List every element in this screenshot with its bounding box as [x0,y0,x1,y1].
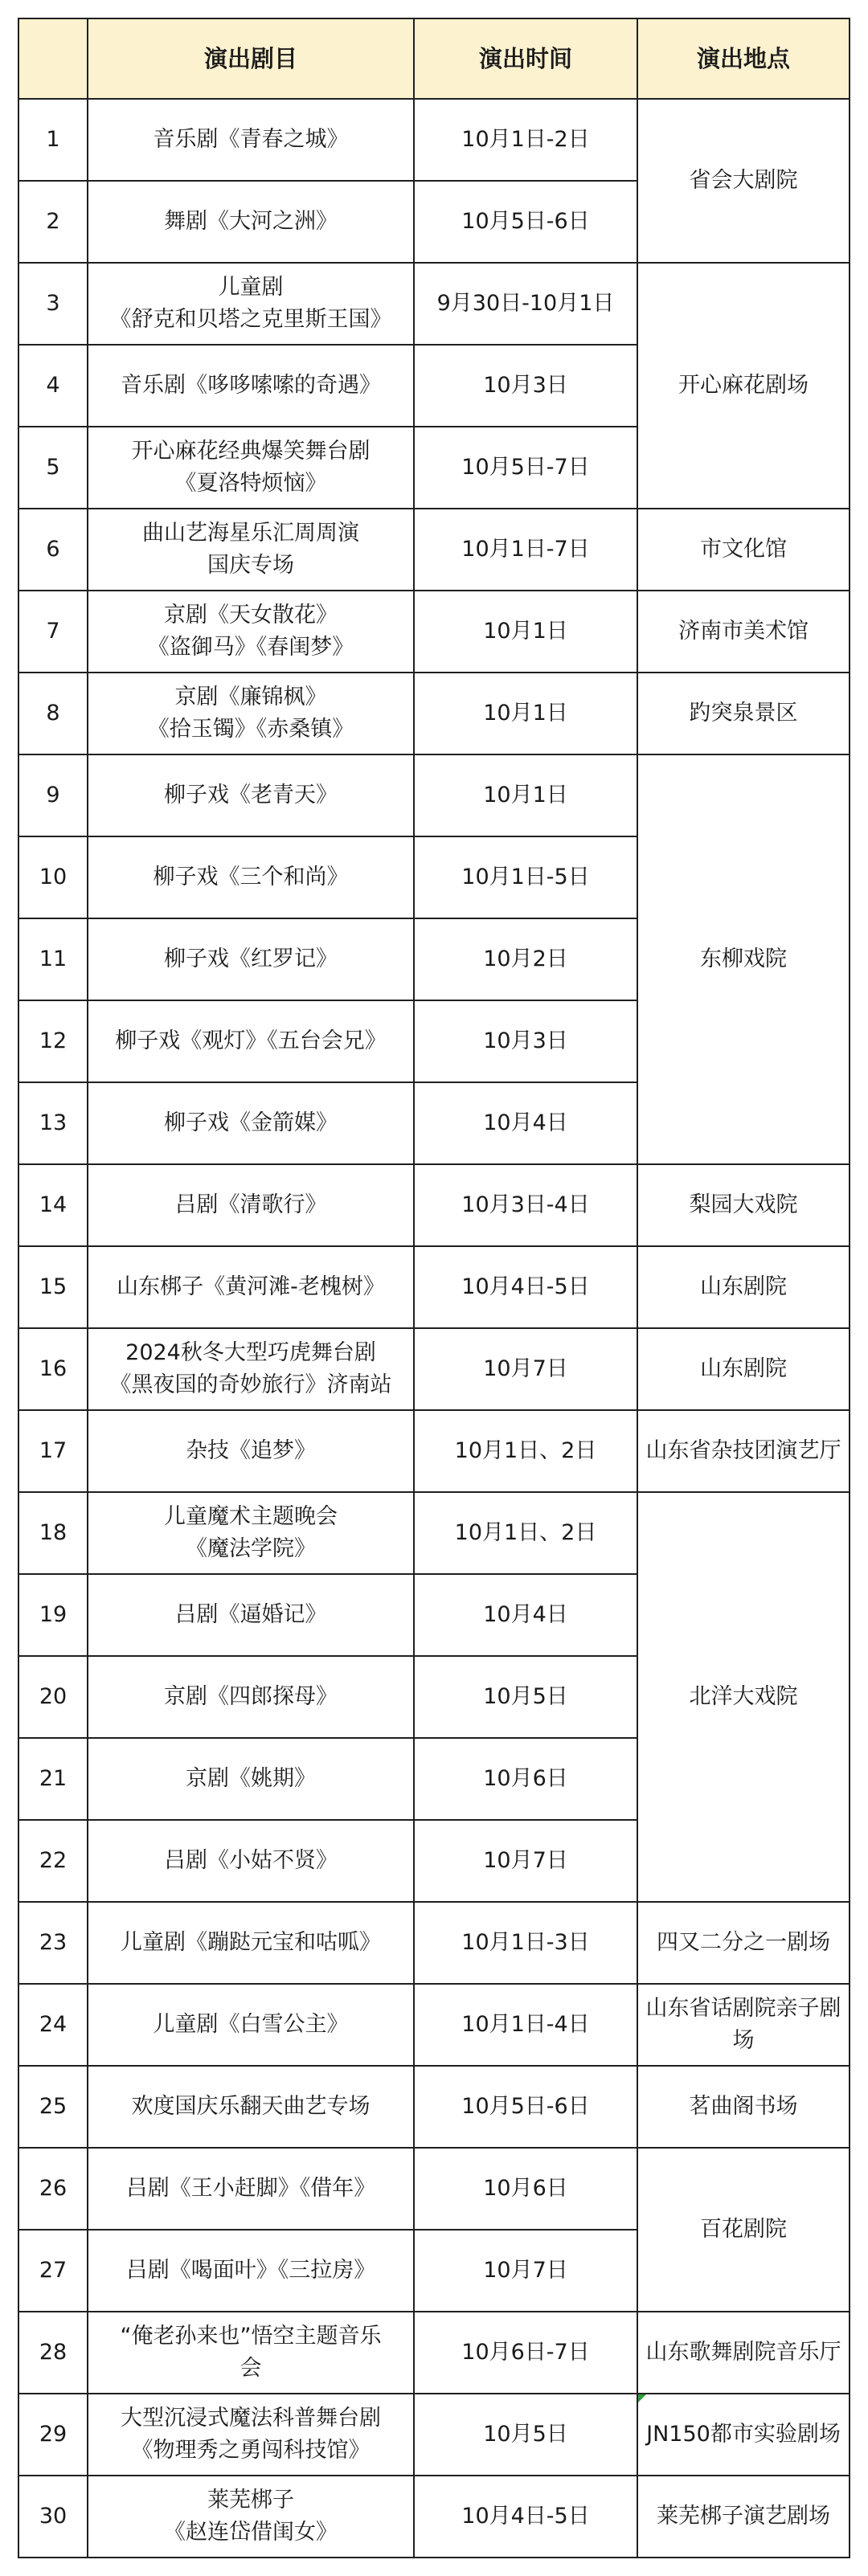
program-name-cell [88,181,414,263]
row-number: 5 [18,427,88,509]
program-name-line: 柳子戏《老青天》 [164,783,338,808]
table-row [18,1492,850,1574]
program-name-line: 《赵连岱借闺女》 [164,2520,338,2545]
program-name-cell [88,345,414,427]
performance-time-cell: 10月4日 [414,1082,637,1164]
program-name-cell [88,2476,414,2558]
row-number: 17 [18,1410,88,1492]
program-name-cell [88,427,414,509]
row-number: 14 [18,1164,88,1246]
program-name-cell [88,509,414,591]
row-number: 18 [18,1492,88,1574]
table-body [18,99,850,2558]
performance-time-cell: 10月5日 [414,1656,637,1738]
table-row [18,2476,850,2558]
table-row [18,1902,850,1984]
program-name-cell [88,2230,414,2312]
performance-time-cell: 10月6日-7日 [414,2312,637,2394]
row-number: 27 [18,2230,88,2312]
venue-cell [637,1328,850,1410]
program-name-cell [88,2066,414,2148]
row-number: 3 [18,263,88,345]
table-row [18,2394,850,2476]
program-name-line: 京剧《廉锦枫》 [174,685,327,709]
venue-name-line: 梨园大戏院 [689,1192,798,1217]
performance-time-cell: 10月7日 [414,1328,637,1410]
program-name-cell [88,1410,414,1492]
program-name-line: 2024秋冬大型巧虎舞台剧 [125,1340,376,1365]
table-row [18,2148,850,2230]
venue-name-line: 山东省杂技团演艺厅 [645,1438,841,1463]
venue-cell [637,754,850,1164]
performance-time-cell: 10月1日、2日 [414,1492,637,1574]
venue-name-line: 莱芜梆子演艺剧场 [657,2504,830,2529]
program-name-line: 杂技《追梦》 [186,1438,316,1463]
program-name-line: 儿童剧 [218,275,284,300]
performance-schedule-table [18,18,850,2558]
program-name-cell [88,2394,414,2476]
venue-name-line: 北洋大戏院 [689,1684,798,1709]
program-name-line: 吕剧《清歌行》 [174,1192,327,1217]
row-number: 12 [18,1000,88,1082]
performance-time-cell: 10月1日、2日 [414,1410,637,1492]
row-number: 8 [18,673,88,754]
program-name-cell [88,2312,414,2394]
venue-name-line: 茗曲阁书场 [689,2094,798,2119]
table-row [18,2312,850,2394]
program-name-line: 吕剧《逼婚记》 [174,1602,327,1627]
venue-name-line: JN150都市实验剧场 [646,2422,841,2447]
table-row [18,1246,850,1328]
program-name-line: 京剧《四郎探母》 [164,1684,338,1709]
performance-time-cell: 10月1日 [414,591,637,673]
program-name-line: 开心麻花经典爆笑舞台剧 [131,439,371,464]
program-name-cell [88,263,414,345]
venue-cell [637,2066,850,2148]
program-name-cell [88,1164,414,1246]
venue-cell [637,591,850,673]
venue-name-line: 省会大剧院 [689,168,798,193]
venue-cell [637,1164,850,1246]
header-program: 演出剧目 [88,18,414,99]
row-number: 1 [18,99,88,181]
row-number: 11 [18,918,88,1000]
performance-time-cell: 10月4日-5日 [414,1246,637,1328]
performance-time-cell: 10月1日-2日 [414,99,637,181]
performance-time-cell: 9月30日-10月1日 [414,263,637,345]
program-name-cell [88,836,414,918]
venue-name-line: 开心麻花剧场 [678,373,809,398]
venue-name-line: 山东剧院 [700,1274,787,1299]
program-name-cell [88,1574,414,1656]
performance-time-cell: 10月6日 [414,1738,637,1820]
program-name-cell [88,99,414,181]
venue-cell [637,673,850,754]
program-name-line: 《盗御马》《春闺梦》 [147,635,354,660]
program-name-line: 会 [240,2356,262,2381]
venue-cell [637,1492,850,1902]
program-name-line: 大型沉浸式魔法科普舞台剧 [121,2406,381,2431]
table-row [18,591,850,673]
row-number: 2 [18,181,88,263]
row-number: 30 [18,2476,88,2558]
program-name-line: 莱芜梆子 [207,2488,294,2513]
performance-time-cell: 10月1日-5日 [414,836,637,918]
row-number: 24 [18,1984,88,2066]
venue-name-line: 东柳戏院 [700,947,787,971]
venue-cell [637,1984,850,2066]
performance-time-cell: 10月2日 [414,918,637,1000]
performance-time-cell: 10月3日 [414,345,637,427]
row-number: 23 [18,1902,88,1984]
header-time: 演出时间 [414,18,637,99]
performance-time-cell: 10月4日-5日 [414,2476,637,2558]
table-row [18,99,850,181]
row-number: 25 [18,2066,88,2148]
row-number: 20 [18,1656,88,1738]
program-name-line: 《拾玉镯》《赤桑镇》 [147,717,354,742]
row-number: 6 [18,509,88,591]
table-row [18,509,850,591]
program-name-line: 儿童魔术主题晚会 [164,1504,338,1529]
table-row [18,754,850,836]
table-row [18,1984,850,2066]
program-name-cell [88,1984,414,2066]
row-number: 13 [18,1082,88,1164]
program-name-line: 《黑夜国的奇妙旅行》济南站 [109,1372,392,1397]
program-name-cell [88,1492,414,1574]
program-name-line: 音乐剧《青春之城》 [153,127,349,152]
row-number: 15 [18,1246,88,1328]
row-number: 19 [18,1574,88,1656]
performance-time-cell: 10月5日 [414,2394,637,2476]
program-name-line: 京剧《天女散花》 [164,603,338,628]
program-name-line: 曲山艺海星乐汇周周演 [142,521,359,546]
row-number: 22 [18,1820,88,1902]
header-number [18,18,88,99]
table-header-row [18,18,850,99]
program-name-line: 柳子戏《观灯》《五台会兄》 [115,1028,387,1053]
performance-time-cell: 10月5日-7日 [414,427,637,509]
table-row [18,263,850,345]
venue-cell [637,1246,850,1328]
program-name-line: 音乐剧《哆哆嗦嗦的奇遇》 [121,373,381,398]
program-name-line: 舞剧《大河之洲》 [164,209,338,234]
program-name-line: 儿童剧《蹦跶元宝和咕呱》 [121,1930,381,1955]
table-row [18,1164,850,1246]
performance-time-cell: 10月5日-6日 [414,2066,637,2148]
program-name-line: 柳子戏《红罗记》 [164,947,338,971]
performance-time-cell: 10月1日 [414,754,637,836]
venue-cell [637,1902,850,1984]
venue-name-line: 山东歌舞剧院音乐厅 [645,2340,841,2365]
program-name-line: 《物理秀之勇闯科技馆》 [131,2438,371,2463]
row-number: 10 [18,836,88,918]
program-name-line: 柳子戏《三个和尚》 [153,865,349,889]
performance-time-cell: 10月7日 [414,1820,637,1902]
venue-name-line: 四又二分之一剧场 [657,1930,830,1955]
program-name-cell [88,754,414,836]
row-number: 7 [18,591,88,673]
program-name-line: “俺老孙来也”悟空主题音乐 [120,2324,382,2349]
program-name-line: 吕剧《王小赶脚》《借年》 [125,2176,376,2201]
program-name-cell [88,2148,414,2230]
performance-time-cell: 10月1日-4日 [414,1984,637,2066]
venue-name-line: 场 [732,2028,755,2053]
performance-time-cell: 10月5日-6日 [414,181,637,263]
program-name-line: 柳子戏《金箭媒》 [164,1110,338,1135]
program-name-cell [88,1902,414,1984]
venue-cell [637,263,850,509]
program-name-cell [88,918,414,1000]
program-name-line: 吕剧《小姑不贤》 [164,1848,338,1873]
row-number: 16 [18,1328,88,1410]
program-name-line: 欢度国庆乐翻天曲艺专场 [131,2094,371,2119]
performance-time-cell: 10月7日 [414,2230,637,2312]
table-row [18,1410,850,1492]
program-name-line: 吕剧《喝面叶》《三拉房》 [125,2258,376,2283]
program-name-line: 京剧《姚期》 [186,1766,316,1791]
row-number: 4 [18,345,88,427]
venue-name-line: 济南市美术馆 [678,619,809,644]
program-name-cell [88,1656,414,1738]
venue-name-line: 趵突泉景区 [689,701,798,726]
row-number: 26 [18,2148,88,2230]
program-name-cell [88,1082,414,1164]
performance-time-cell: 10月3日 [414,1000,637,1082]
table-row [18,2066,850,2148]
program-name-line: 山东梆子《黄河滩-老槐树》 [117,1274,385,1299]
program-name-cell [88,673,414,754]
program-name-line: 国庆专场 [207,553,294,578]
performance-time-cell: 10月6日 [414,2148,637,2230]
program-name-cell [88,1000,414,1082]
program-name-cell [88,1820,414,1902]
program-name-cell [88,1246,414,1328]
table-row [18,1328,850,1410]
performance-time-cell: 10月3日-4日 [414,1164,637,1246]
venue-cell [637,2476,850,2558]
performance-time-cell: 10月4日 [414,1574,637,1656]
program-name-line: 《魔法学院》 [186,1536,316,1561]
program-name-line: 《舒克和贝塔之克里斯王国》 [109,307,392,332]
performance-time-cell: 10月1日-7日 [414,509,637,591]
row-number: 28 [18,2312,88,2394]
row-number: 21 [18,1738,88,1820]
program-name-line: 儿童剧《白雪公主》 [153,2012,349,2037]
venue-cell [637,2394,850,2476]
venue-name-line: 市文化馆 [700,537,787,562]
program-name-cell [88,1738,414,1820]
venue-cell [637,2312,850,2394]
venue-cell [637,1410,850,1492]
program-name-cell [88,1328,414,1410]
venue-name-line: 百花剧院 [700,2217,787,2242]
venue-cell [637,509,850,591]
row-number: 9 [18,754,88,836]
venue-name-line: 山东省话剧院亲子剧 [645,1996,841,2021]
header-venue: 演出地点 [637,18,850,99]
performance-time-cell: 10月1日 [414,673,637,754]
row-number: 29 [18,2394,88,2476]
venue-name-line: 山东剧院 [700,1356,787,1381]
venue-cell [637,99,850,263]
venue-cell [637,2148,850,2312]
program-name-line: 《夏洛特烦恼》 [174,471,327,496]
performance-time-cell: 10月1日-3日 [414,1902,637,1984]
program-name-cell [88,591,414,673]
table-row [18,673,850,754]
